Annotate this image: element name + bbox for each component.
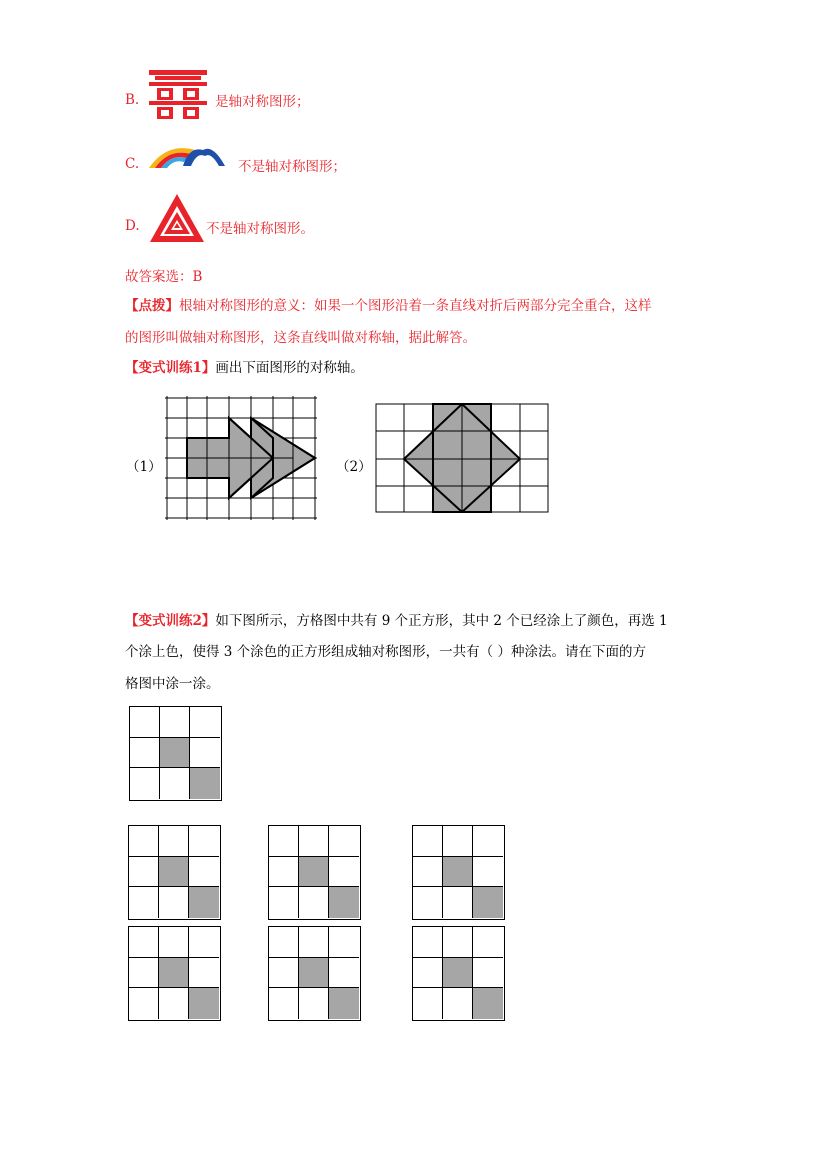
- grid-cell[interactable]: [189, 857, 219, 888]
- grid-cell: [130, 738, 160, 769]
- grid-cell[interactable]: [413, 826, 443, 857]
- grid-cell[interactable]: [299, 826, 329, 857]
- training2-line-3: 格图中涂一涂。: [125, 676, 220, 692]
- grid-cell[interactable]: [129, 988, 159, 1019]
- grid-cell[interactable]: [413, 887, 443, 918]
- shaded-cell[interactable]: [299, 857, 329, 888]
- hint-line-1: [125, 296, 652, 316]
- grid-cell[interactable]: [129, 927, 159, 958]
- grid-cell: [190, 738, 220, 769]
- shaded-cell[interactable]: [473, 887, 503, 918]
- figure1-arrow-grid: [165, 396, 317, 520]
- grid-cell[interactable]: [443, 887, 473, 918]
- figure2-diamond-grid: [375, 403, 549, 513]
- grid-cell[interactable]: [443, 988, 473, 1019]
- training2-line-2: 个涂上色，使得 3 个涂色的正方形组成轴对称图形，一共有（ ）种涂法。请在下面的方: [125, 644, 646, 660]
- hint-line-2: 的图形叫做轴对称图形，这条直线叫做对称轴，据此解答。: [125, 330, 476, 346]
- grid-cell[interactable]: [443, 826, 473, 857]
- grid-cell[interactable]: [473, 958, 503, 989]
- grid-cell[interactable]: [269, 988, 299, 1019]
- shaded-cell[interactable]: [329, 988, 359, 1019]
- grid-cell[interactable]: [473, 826, 503, 857]
- grid-cell[interactable]: [473, 857, 503, 888]
- hint-tag: 【点拨】: [125, 298, 179, 314]
- grid-cell[interactable]: [329, 857, 359, 888]
- grid-cell[interactable]: [189, 826, 219, 857]
- grid-cell: [190, 707, 220, 738]
- practice-grid[interactable]: [268, 926, 361, 1021]
- option-c-text: 不是轴对称图形；: [238, 159, 346, 175]
- practice-grid[interactable]: [412, 825, 505, 920]
- practice-grid[interactable]: [412, 926, 505, 1021]
- triangle-logo: [150, 194, 204, 244]
- grid-cell[interactable]: [329, 826, 359, 857]
- shaded-cell[interactable]: [159, 857, 189, 888]
- shaded-cell: [190, 768, 220, 799]
- practice-grid[interactable]: [128, 825, 221, 920]
- training2-text-1: 如下图所示，方格图中共有 9 个正方形，其中 2 个已经涂上了颜色，再选 1: [215, 613, 668, 629]
- grid-cell: [160, 707, 190, 738]
- grid-cell: [130, 707, 160, 738]
- training2-line-1: [125, 611, 668, 631]
- shaded-cell[interactable]: [159, 958, 189, 989]
- grid-cell[interactable]: [269, 927, 299, 958]
- grid-cell[interactable]: [189, 927, 219, 958]
- grid-cell[interactable]: [413, 857, 443, 888]
- training1-tag: 【变式训练1】: [125, 360, 216, 376]
- shaded-cell[interactable]: [443, 857, 473, 888]
- grid-cell[interactable]: [129, 887, 159, 918]
- answer-text: 故答案选：B: [125, 269, 203, 285]
- training1-line: [125, 358, 364, 378]
- chinese-ornament-logo: [149, 70, 207, 120]
- training2-tag: 【变式训练2】: [125, 613, 216, 629]
- grid-cell[interactable]: [129, 958, 159, 989]
- option-d-text: 不是轴对称图形。: [206, 221, 314, 237]
- grid-cell[interactable]: [473, 927, 503, 958]
- figure1-label: （1）: [126, 459, 162, 475]
- grid-cell: [130, 768, 160, 799]
- shaded-cell[interactable]: [473, 988, 503, 1019]
- grid-cell[interactable]: [269, 857, 299, 888]
- grid-cell[interactable]: [413, 927, 443, 958]
- grid-cell: [160, 768, 190, 799]
- grid-cell[interactable]: [299, 887, 329, 918]
- option-d-letter: D.: [125, 218, 140, 234]
- grid-cell[interactable]: [443, 927, 473, 958]
- practice-grid[interactable]: [128, 926, 221, 1021]
- example-grid: [129, 706, 222, 801]
- grid-cell[interactable]: [159, 826, 189, 857]
- grid-cell[interactable]: [269, 887, 299, 918]
- grid-cell[interactable]: [129, 857, 159, 888]
- grid-cell[interactable]: [129, 826, 159, 857]
- practice-grid[interactable]: [268, 825, 361, 920]
- grid-cell[interactable]: [299, 988, 329, 1019]
- training1-text: 画出下面图形的对称轴。: [215, 360, 364, 376]
- grid-cell[interactable]: [159, 887, 189, 918]
- grid-cell[interactable]: [329, 958, 359, 989]
- shaded-cell[interactable]: [189, 988, 219, 1019]
- shaded-cell[interactable]: [189, 887, 219, 918]
- shaded-cell[interactable]: [443, 958, 473, 989]
- shaded-cell: [160, 738, 190, 769]
- option-b-text: 是轴对称图形；: [215, 94, 310, 110]
- grid-cell[interactable]: [189, 958, 219, 989]
- shaded-cell[interactable]: [329, 887, 359, 918]
- figure2-label: （2）: [336, 459, 372, 475]
- option-b-letter: B.: [125, 92, 140, 108]
- grid-cell[interactable]: [159, 927, 189, 958]
- grid-cell[interactable]: [159, 988, 189, 1019]
- grid-cell[interactable]: [413, 988, 443, 1019]
- rainbow-wave-logo: [147, 140, 227, 170]
- grid-cell[interactable]: [329, 927, 359, 958]
- option-c-letter: C.: [125, 156, 140, 172]
- hint-text-1: 根轴对称图形的意义：如果一个图形沿着一条直线对折后两部分完全重合，这样: [179, 298, 652, 314]
- grid-cell[interactable]: [299, 927, 329, 958]
- grid-cell[interactable]: [269, 958, 299, 989]
- grid-cell[interactable]: [413, 958, 443, 989]
- grid-cell[interactable]: [269, 826, 299, 857]
- shaded-cell[interactable]: [299, 958, 329, 989]
